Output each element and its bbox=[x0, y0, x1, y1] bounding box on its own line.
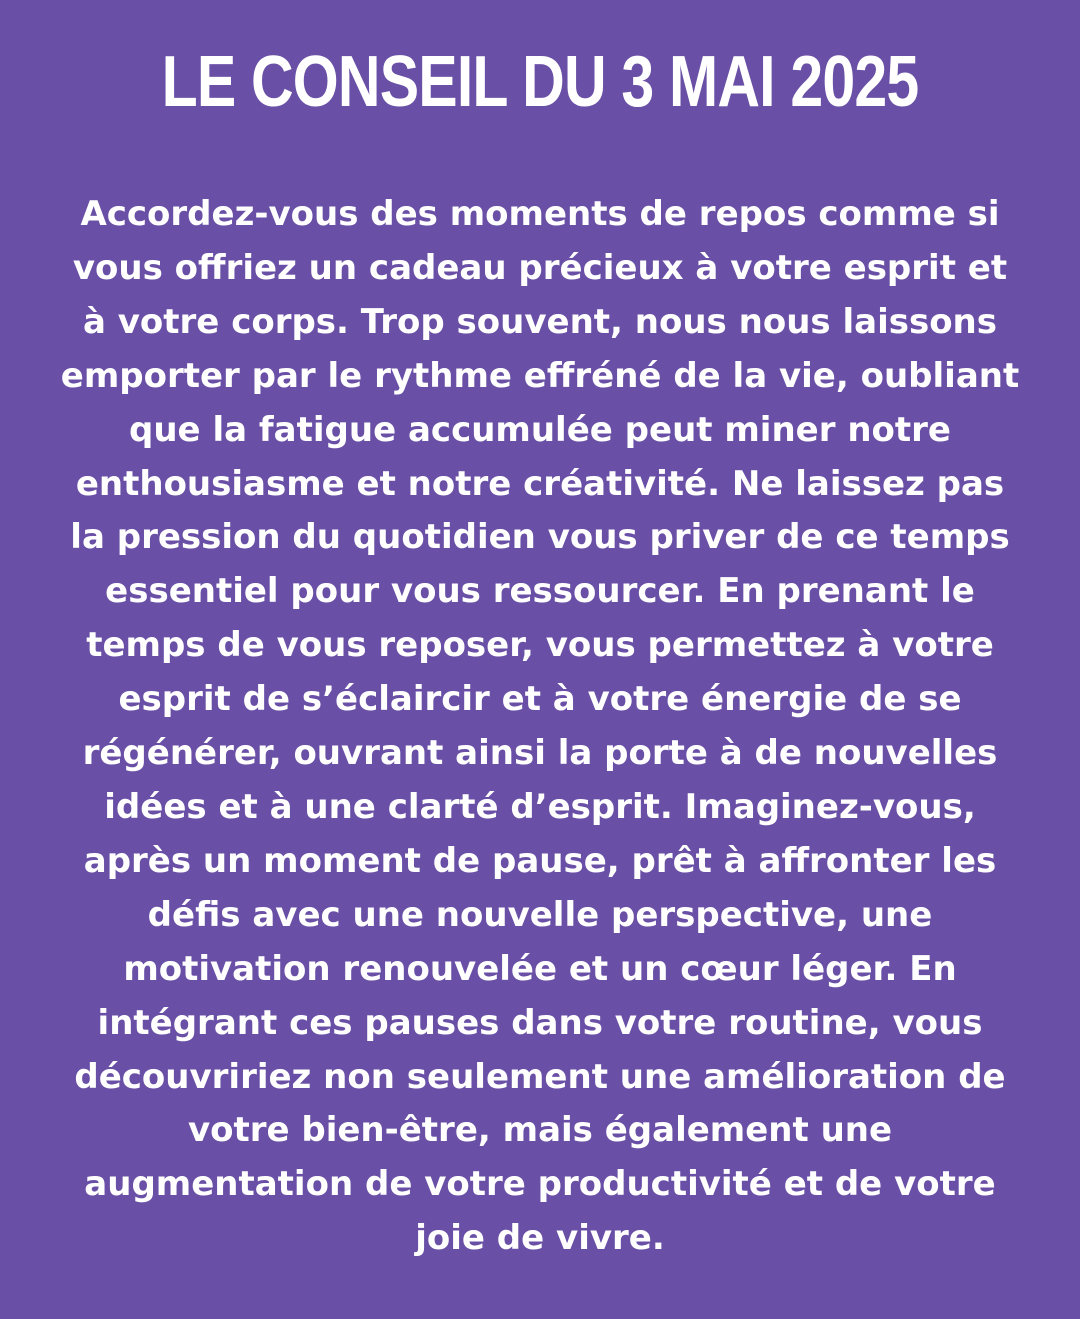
advice-line: temps de vous reposer, vous permettez à votre bbox=[86, 625, 994, 666]
advice-line: découvririez non seulement une amélioration de bbox=[74, 1056, 1006, 1097]
page-title: LE CONSEIL DU 3 MAI 2025 bbox=[161, 42, 919, 122]
advice-line: vous offriez un cadeau précieux à votre esprit et bbox=[72, 247, 1008, 288]
advice-line: emporter par le rythme effréné de la vie, oubliant bbox=[60, 355, 1020, 396]
advice-line: votre bien-être, mais également une bbox=[187, 1110, 893, 1151]
advice-line: motivation renouvelée et un cœur léger. En bbox=[123, 948, 957, 989]
advice-line: régénérer, ouvrant ainsi la porte à de nouvelles bbox=[82, 733, 998, 774]
advice-line: après un moment de pause, prêt à affronter les bbox=[83, 840, 997, 881]
advice-line: enthousiasme et notre créativité. Ne laissez pas bbox=[75, 463, 1005, 504]
advice-line: à votre corps. Trop souvent, nous nous laissons bbox=[82, 301, 998, 342]
advice-text bbox=[40, 188, 1040, 1266]
advice-line: que la fatigue accumulée peut miner notre bbox=[129, 409, 951, 450]
advice-line: intégrant ces pauses dans votre routine, vous bbox=[97, 1002, 983, 1043]
advice-line: essentiel pour vous ressourcer. En prenant le bbox=[105, 571, 975, 612]
advice-line: idées et à une clarté d’esprit. Imaginez-vous, bbox=[104, 786, 976, 827]
advice-line: Accordez-vous des moments de repos comme si bbox=[80, 194, 1000, 234]
advice-line: la pression du quotidien vous priver de ce temps bbox=[70, 517, 1010, 558]
advice-line: joie de vivre. bbox=[415, 1218, 665, 1259]
advice-line: défis avec une nouvelle perspective, une bbox=[147, 894, 933, 935]
advice-line: augmentation de votre productivité et de votre bbox=[84, 1164, 996, 1205]
advice-line: esprit de s’éclaircir et à votre énergie de se bbox=[118, 679, 962, 720]
